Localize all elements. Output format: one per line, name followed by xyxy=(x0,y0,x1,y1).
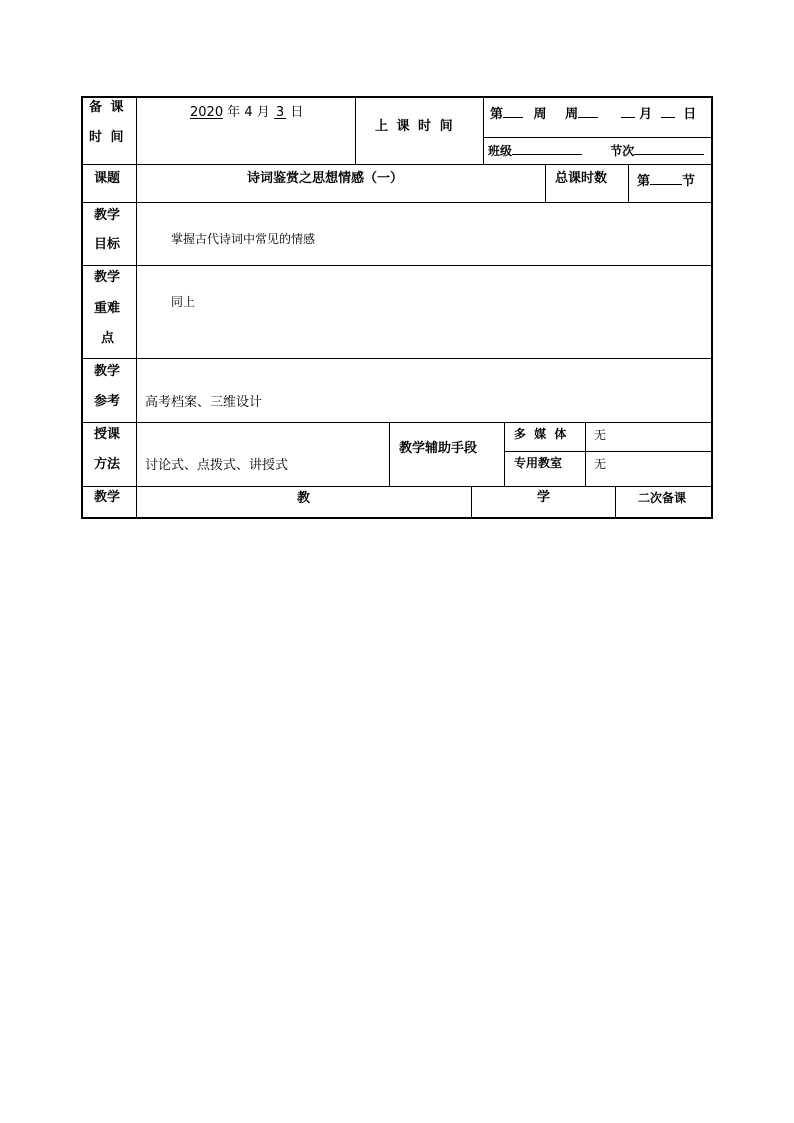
column-second-prep-header: 二次备课 xyxy=(638,491,687,505)
classroom-value: 无 xyxy=(594,457,607,471)
row-divider xyxy=(81,202,713,203)
prep-time-label-line2: 时 间 xyxy=(89,130,126,145)
reference-label-line2: 参考 xyxy=(94,394,121,409)
lesson-plan-table xyxy=(81,96,713,519)
col-divider xyxy=(585,422,586,486)
method-label-line2: 方法 xyxy=(94,457,121,472)
prep-date xyxy=(190,105,303,121)
method-label-line1: 授课 xyxy=(94,427,121,442)
total-hours-label: 总课时数 xyxy=(555,171,608,186)
row-divider xyxy=(504,451,712,452)
prep-day-unit: 日 xyxy=(290,105,304,120)
table-border-top xyxy=(81,96,713,98)
col-divider xyxy=(389,422,390,486)
week-blank xyxy=(503,104,523,118)
column-teach-header: 教 xyxy=(297,491,311,506)
col-divider xyxy=(628,164,629,202)
lesson-blank xyxy=(650,171,682,185)
month-unit: 月 xyxy=(639,107,653,122)
lesson-prefix: 第 xyxy=(637,174,651,189)
row-divider xyxy=(81,164,713,165)
key-points-value: 同上 xyxy=(171,295,196,309)
goal-label-line2: 目标 xyxy=(94,237,121,252)
row-divider xyxy=(81,486,713,487)
classroom-label: 专用教室 xyxy=(514,456,563,470)
col-divider xyxy=(471,486,472,519)
lesson-number xyxy=(637,171,695,190)
prep-year-month: 年 4 月 xyxy=(227,105,270,120)
period-label: 节次 xyxy=(610,144,635,158)
class-blank xyxy=(512,141,582,155)
topic-value: 诗词鉴赏之思想情感（一） xyxy=(247,171,404,186)
footer-teaching-label: 教学 xyxy=(94,490,121,505)
reference-value: 高考档案、三维设计 xyxy=(145,395,263,410)
goal-value: 掌握古代诗词中常见的情感 xyxy=(171,232,316,246)
key-points-label-line2: 重难 xyxy=(94,301,121,316)
goal-label-line1: 教学 xyxy=(94,208,121,223)
key-points-label-line3: 点 xyxy=(101,331,115,346)
multimedia-value: 无 xyxy=(594,428,607,442)
table-border-bottom xyxy=(81,517,713,519)
class-period xyxy=(488,141,704,159)
prep-day: 3 xyxy=(275,105,285,120)
row-divider xyxy=(81,358,713,359)
class-time-week xyxy=(490,104,696,123)
topic-label: 课题 xyxy=(94,171,121,186)
table-border-right xyxy=(711,96,713,519)
prep-time-label-line1: 备 课 xyxy=(89,100,126,115)
week-unit: 周 xyxy=(533,107,547,122)
class-label: 班级 xyxy=(488,144,513,158)
day-unit: 日 xyxy=(683,107,697,122)
weekday-prefix: 周 xyxy=(565,107,579,122)
row-divider xyxy=(484,137,712,138)
lesson-unit: 节 xyxy=(682,174,696,189)
key-points-label-line1: 教学 xyxy=(94,270,121,285)
col-divider xyxy=(504,422,505,486)
weekday-blank xyxy=(578,104,598,118)
month-blank xyxy=(621,104,635,118)
prep-year: 2020 xyxy=(190,105,224,120)
week-prefix: 第 xyxy=(490,107,504,122)
col-divider xyxy=(355,96,356,164)
row-divider xyxy=(81,265,713,266)
column-learn-header: 学 xyxy=(537,490,551,505)
method-value: 讨论式、点拨式、讲授式 xyxy=(145,458,289,473)
col-divider xyxy=(136,96,137,519)
col-divider xyxy=(615,486,616,519)
multimedia-label: 多 媒 体 xyxy=(514,427,569,441)
period-blank xyxy=(634,141,704,155)
day-blank xyxy=(661,104,675,118)
col-divider xyxy=(483,96,484,164)
teaching-aids-label: 教学辅助手段 xyxy=(399,441,478,456)
reference-label-line1: 教学 xyxy=(94,364,121,379)
table-border-left xyxy=(81,96,83,519)
col-divider xyxy=(545,164,546,202)
row-divider xyxy=(81,422,713,423)
class-time-label: 上 课 时 间 xyxy=(375,119,455,134)
